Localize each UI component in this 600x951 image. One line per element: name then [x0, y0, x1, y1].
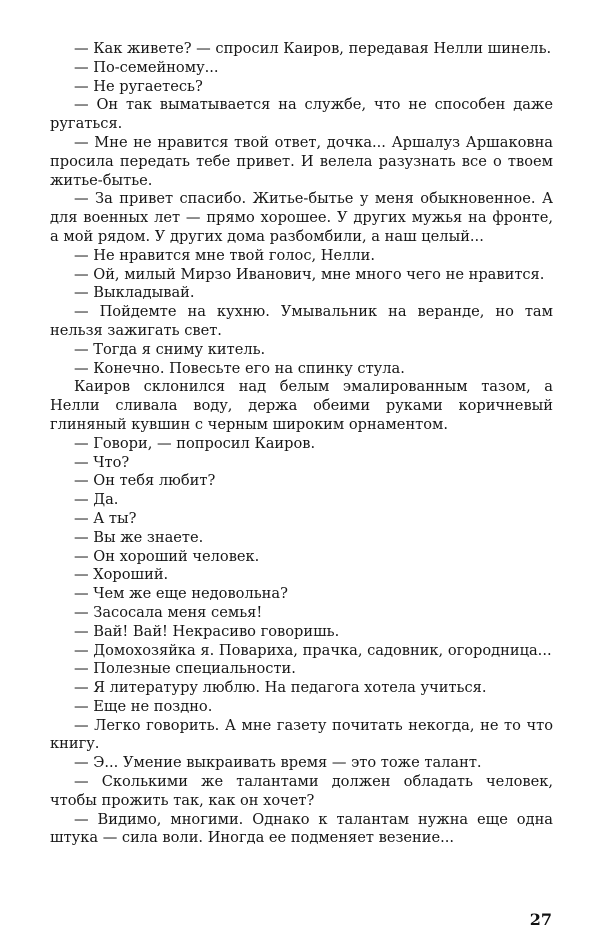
paragraph: — Да. [74, 491, 119, 509]
paragraph: — Хороший. [74, 566, 169, 584]
page-text [50, 40, 553, 848]
paragraph: — Не нравится мне твой голос, Нелли. [74, 246, 376, 264]
paragraph: — Вай! Вай! Некрасиво говоришь. [74, 622, 340, 640]
paragraph: — Не ругаетесь? [74, 77, 203, 95]
paragraph: — Засосала меня семья! [74, 603, 263, 621]
paragraph: — Сколькими же талантами должен обладать человек, чтобы прожить так, как он хочет? [50, 773, 553, 809]
paragraph: — Он так выматывается на службе, что не способен даже ругаться. [50, 96, 553, 133]
paragraph: — Я литературу люблю. На педагога хотела учиться. [74, 679, 487, 697]
paragraph: — Пойдемте на кухню. Умывальник на веранде, но там нельзя зажигать свет. [50, 303, 553, 339]
paragraph: — Выкладывай. [74, 284, 195, 302]
paragraph: — Тогда я сниму китель. [74, 340, 266, 358]
paragraph: — Как живете? — спросил Каиров, передавая Нелли шинель. [74, 40, 552, 57]
paragraph: — Полезные специальности. [74, 660, 296, 678]
paragraph: — Э... Умение выкраивать время — это тоже талант. [74, 754, 482, 772]
paragraph: Каиров склонился над белым эмалированным тазом, а Нелли сливала воду, держа обеими руками коричневый глиняный кувшин с черным широким орнаментом. [50, 378, 553, 433]
paragraph: — Конечно. Повесьте его на спинку стула. [74, 359, 405, 377]
paragraph: — По-семейному... [74, 58, 219, 76]
paragraph: — Что? [74, 453, 130, 471]
paragraph: — Он хороший человек. [74, 547, 260, 565]
paragraph: — Домохозяйка я. Повариха, прачка, садовник, огородница... [74, 641, 552, 659]
paragraph: — Он тебя любит? [74, 472, 216, 490]
paragraph: — Вы же знаете. [74, 528, 204, 546]
paragraph: — А ты? [74, 509, 137, 527]
paragraph: — Видимо, многими. Однако к талантам нужна еще одна штука — сила воли. Иногда ее подменяет везение... [50, 810, 553, 847]
paragraph: — Говори, — попросил Каиров. [74, 434, 316, 452]
paragraph: — Еще не поздно. [74, 697, 213, 715]
paragraph: — Чем же еще недовольна? [74, 585, 288, 603]
paragraph: — Мне не нравится твой ответ, дочка... Аршалуз Аршаковна просила передать тебе привет. И велела разузнать все о твоем житье-бытье. [50, 133, 553, 189]
paragraph: — Ой, милый Мирзо Иванович, мне много чего не нравится. [74, 265, 545, 283]
page-number: 27 [529, 910, 552, 929]
paragraph: — Легко говорить. А мне газету почитать некогда, не то что книгу. [50, 716, 553, 753]
paragraph: — За привет спасибо. Житье-бытье у меня обыкновенное. А для военных лет — прямо хорошее. У других мужья на фронте, а мой рядом. У других дома разбомбили, а наш целый... [50, 190, 553, 245]
